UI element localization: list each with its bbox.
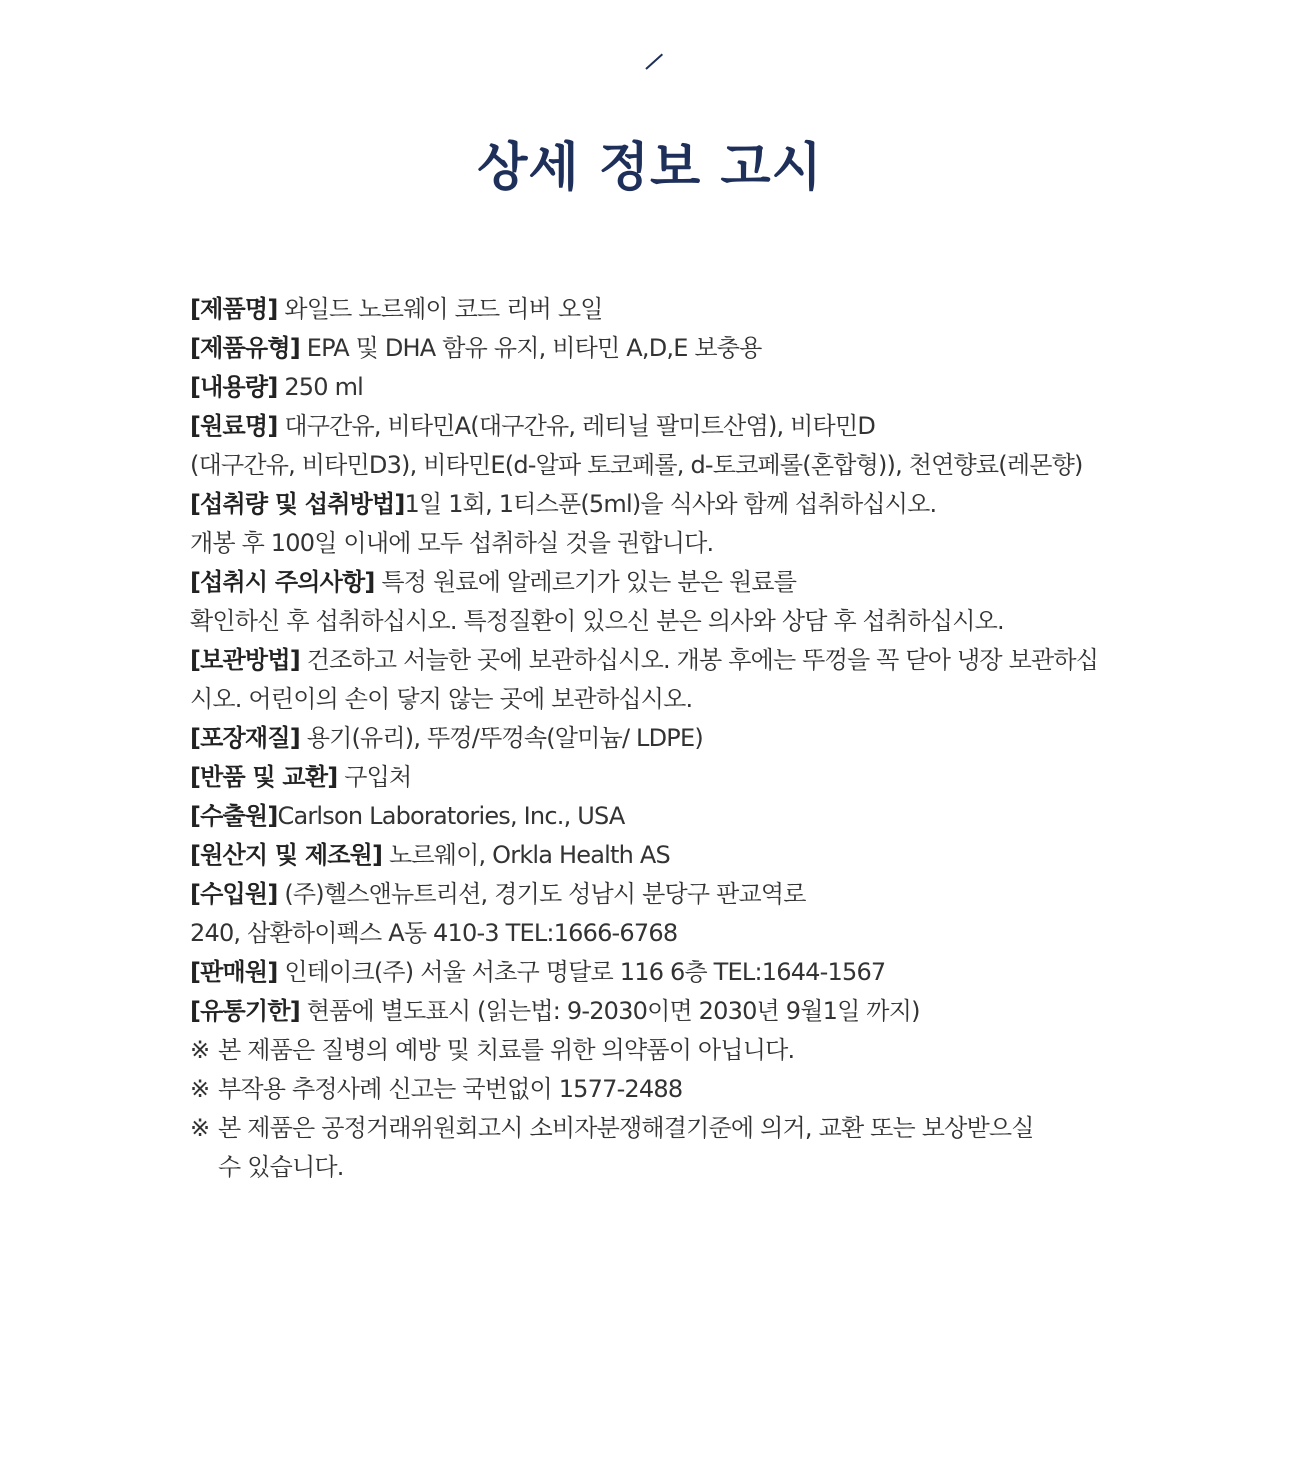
info-label: [판매원]: [190, 958, 278, 986]
info-line-volume: [190, 368, 1210, 407]
info-label: [섭취량 및 섭취방법]: [190, 490, 405, 518]
info-value: 구입처: [337, 763, 412, 791]
slash-decoration: [645, 54, 663, 70]
info-label: [내용량]: [190, 373, 278, 401]
note-item: [190, 1109, 1210, 1148]
info-label: [유통기한]: [190, 997, 300, 1025]
info-value: 개봉 후 100일 이내에 모두 섭취하실 것을 권합니다.: [190, 529, 714, 557]
info-value: 특정 원료에 알레르기가 있는 분은 원료를: [374, 568, 797, 596]
info-value: 노르웨이, Orkla Health AS: [382, 841, 670, 869]
info-value: 시오. 어린이의 손이 닿지 않는 곳에 보관하십시오.: [190, 685, 693, 713]
info-line-storage: [190, 641, 1210, 680]
info-line-exporter: [190, 797, 1210, 836]
info-value: (대구간유, 비타민D3), 비타민E(d-알파 토코페롤, d-토코페롤(혼합형)), 천연향료(레몬향): [190, 451, 1083, 479]
info-label: [포장재질]: [190, 724, 300, 752]
info-label: [제품명]: [190, 295, 278, 323]
info-line-seller: [190, 953, 1210, 992]
info-line-returns: [190, 758, 1210, 797]
info-value: 현품에 별도표시 (읽는법: 9-2030이면 2030년 9월1일 까지): [299, 997, 920, 1025]
info-line-importer-cont: [190, 914, 1210, 953]
info-value: 1일 1회, 1티스푼(5ml)을 식사와 함께 섭취하십시오.: [404, 490, 937, 518]
note-mark: ※: [190, 1114, 210, 1142]
info-line-origin-manufacturer: [190, 836, 1210, 875]
info-label: [반품 및 교환]: [190, 763, 338, 791]
info-value: 인테이크(주) 서울 서초구 명달로 116 6층 TEL:1644-1567: [277, 958, 886, 986]
product-info: [190, 290, 1210, 1187]
note-text: 본 제품은 질병의 예방 및 치료를 위한 의약품이 아닙니다.: [218, 1036, 795, 1064]
note-item: [190, 1070, 1210, 1109]
info-line-ingredients: [190, 407, 1210, 446]
page-title: 상세 정보 고시: [477, 138, 823, 198]
info-value: 확인하신 후 섭취하십시오. 특정질환이 있으신 분은 의사와 상담 후 섭취하십시오.: [190, 607, 1004, 635]
info-label: [수출원]: [190, 802, 278, 830]
info-value: 대구간유, 비타민A(대구간유, 레티닐 팔미트산염), 비타민D: [277, 412, 876, 440]
info-value: 건조하고 서늘한 곳에 보관하십시오. 개봉 후에는 뚜껑을 꼭 닫아 냉장 보관하십: [299, 646, 1099, 674]
note-mark: ※: [190, 1075, 210, 1103]
info-line-storage-cont: [190, 680, 1210, 719]
note-mark: ※: [190, 1036, 210, 1064]
info-line-intake-method: [190, 485, 1210, 524]
note-item: [190, 1031, 1210, 1070]
info-line-ingredients-cont: [190, 446, 1210, 485]
info-value: EPA 및 DHA 함유 유지, 비타민 A,D,E 보충용: [299, 334, 762, 362]
info-value: 와일드 노르웨이 코드 리버 오일: [277, 295, 603, 323]
info-label: [원료명]: [190, 412, 278, 440]
info-label: [수입원]: [190, 880, 278, 908]
info-value: 250 ml: [277, 373, 364, 401]
info-line-product-type: [190, 329, 1210, 368]
note-text: 부작용 추정사례 신고는 국번없이 1577-2488: [218, 1075, 683, 1103]
info-line-intake-method-cont: [190, 524, 1210, 563]
note-text: 본 제품은 공정거래위원회고시 소비자분쟁해결기준에 의거, 교환 또는 보상받으실: [218, 1114, 1034, 1142]
info-label: [원산지 및 제조원]: [190, 841, 383, 869]
info-label: [제품유형]: [190, 334, 300, 362]
note-continuation: 수 있습니다.: [218, 1153, 344, 1181]
info-value: Carlson Laboratories, Inc., USA: [277, 802, 625, 830]
info-line-expiry: [190, 992, 1210, 1031]
info-line-packaging: [190, 719, 1210, 758]
info-value: 240, 삼환하이펙스 A동 410-3 TEL:1666-6768: [190, 919, 678, 947]
info-line-importer: [190, 875, 1210, 914]
info-label: [섭취시 주의사항]: [190, 568, 375, 596]
info-line-product-name: [190, 290, 1210, 329]
info-value: 용기(유리), 뚜껑/뚜껑속(알미늄/ LDPE): [299, 724, 703, 752]
info-line-precautions-cont: [190, 602, 1210, 641]
info-label: [보관방법]: [190, 646, 300, 674]
info-value: (주)헬스앤뉴트리션, 경기도 성남시 분당구 판교역로: [277, 880, 806, 908]
info-line-precautions: [190, 563, 1210, 602]
